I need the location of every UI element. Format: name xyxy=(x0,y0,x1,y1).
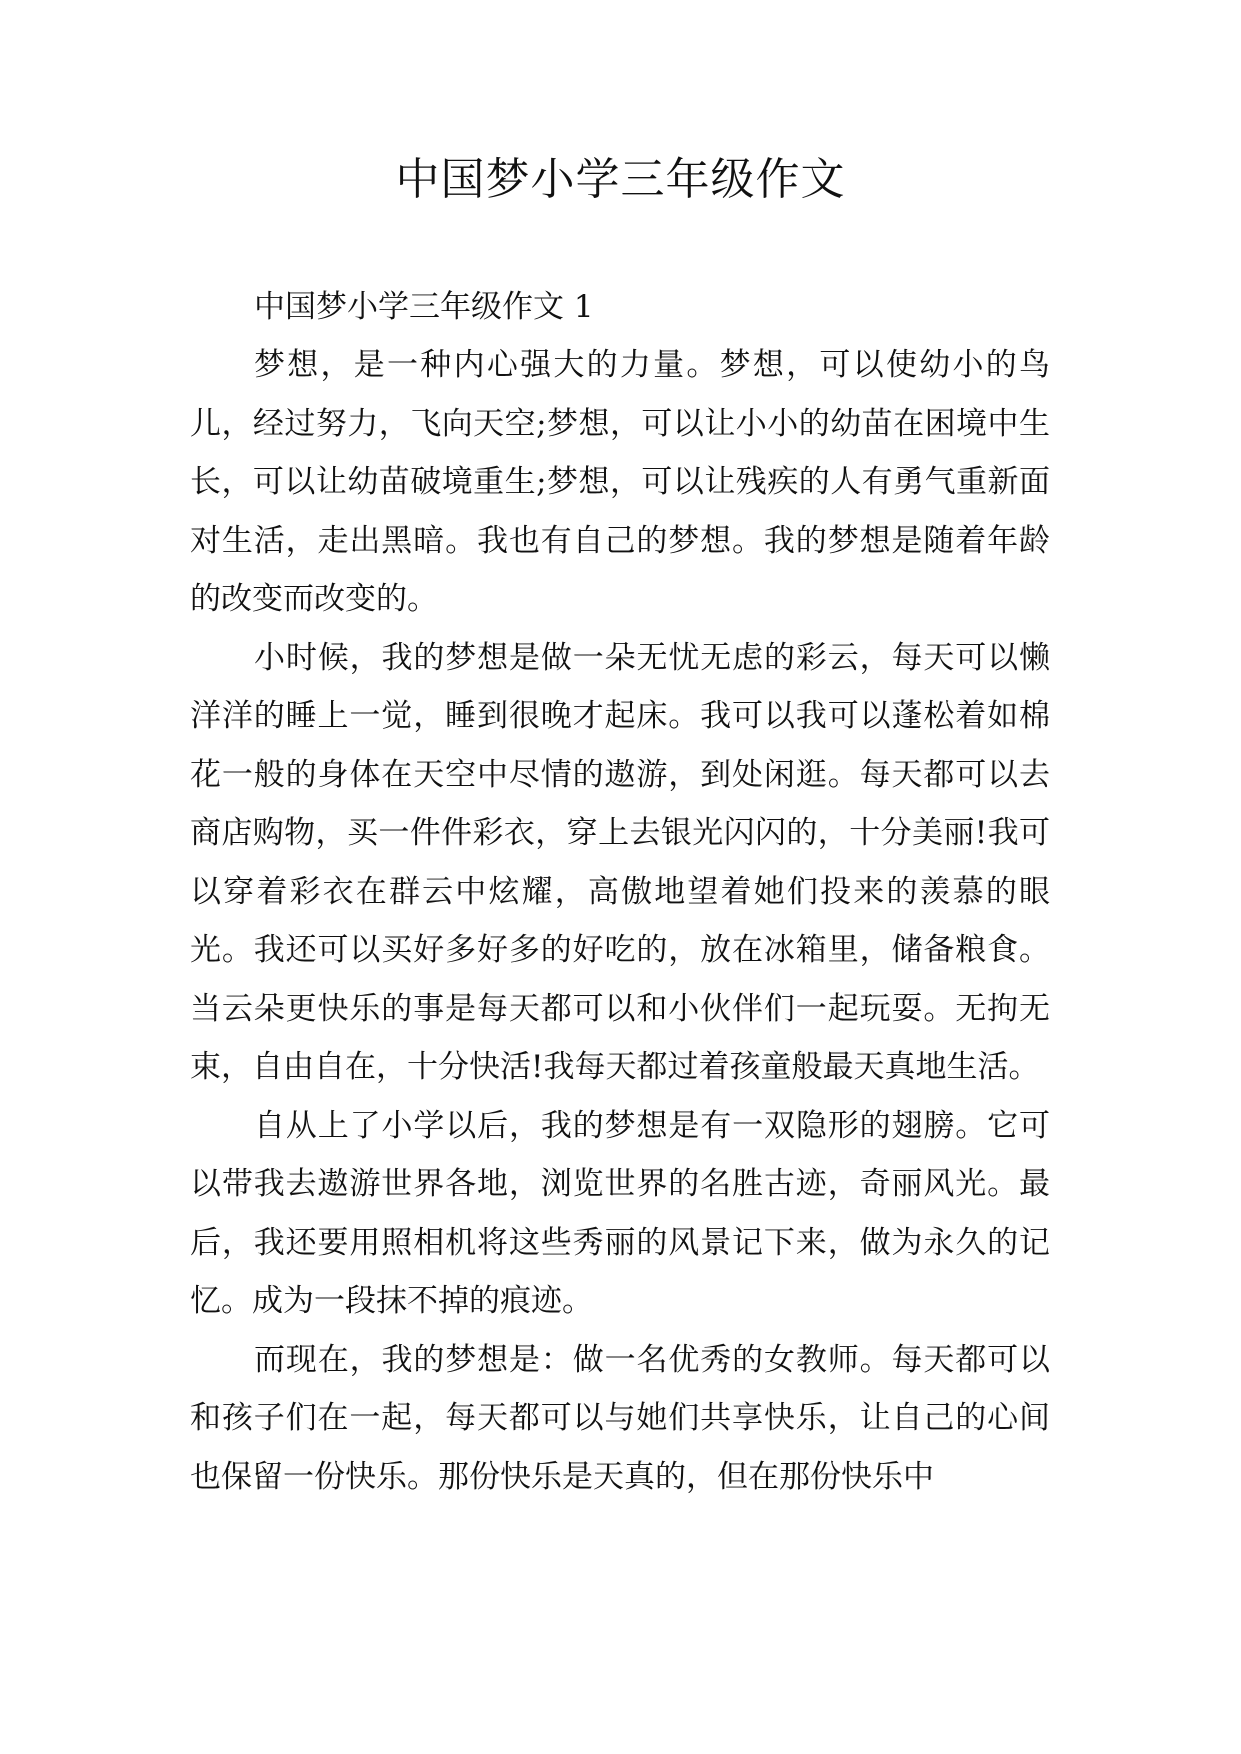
section-heading: 中国梦小学三年级作文 1 xyxy=(254,289,594,325)
paragraph-4: 而现在，我的梦想是：做一名优秀的女教师。每天都可以和孩子们在一起，每天都可以与她们共享快乐，让自己的心间也保留一份快乐。那份快乐是天真的，但在那份快乐中 xyxy=(190,1341,1050,1495)
document-title: 中国梦小学三年级作文 xyxy=(395,154,846,205)
paragraph-3: 自从上了小学以后，我的梦想是有一双隐形的翅膀。它可以带我去遨游世界各地，浏览世界的名胜古迹，奇丽风光。最后，我还要用照相机将这些秀丽的风景记下来，做为永久的记忆。成为一段抹不掉的痕迹。 xyxy=(190,1107,1050,1319)
paragraph-2: 小时候，我的梦想是做一朵无忧无虑的彩云，每天可以懒洋洋的睡上一觉，睡到很晚才起床。我可以我可以蓬松着如棉花一般的身体在天空中尽情的遨游，到处闲逛。每天都可以去商店购物，买一件件彩衣，穿上去银光闪闪的，十分美丽!我可以穿着彩衣在群云中炫耀，高傲地望着她们投来的羡慕的眼光。我还可以买好多好多的好吃的，放在冰箱里，储备粮食。当云朵更快乐的事是每天都可以和小伙伴们一起玩耍。无拘无束，自由自在，十分快活!我每天都过着孩童般最天真地生活。 xyxy=(190,639,1050,1085)
document-body xyxy=(190,278,1050,1506)
paragraph-1: 梦想，是一种内心强大的力量。梦想，可以使幼小的鸟儿，经过努力，飞向天空;梦想，可以让小小的幼苗在困境中生长，可以让幼苗破境重生;梦想，可以让残疾的人有勇气重新面对生活，走出黑暗。我也有自己的梦想。我的梦想是随着年龄的改变而改变的。 xyxy=(190,347,1050,617)
